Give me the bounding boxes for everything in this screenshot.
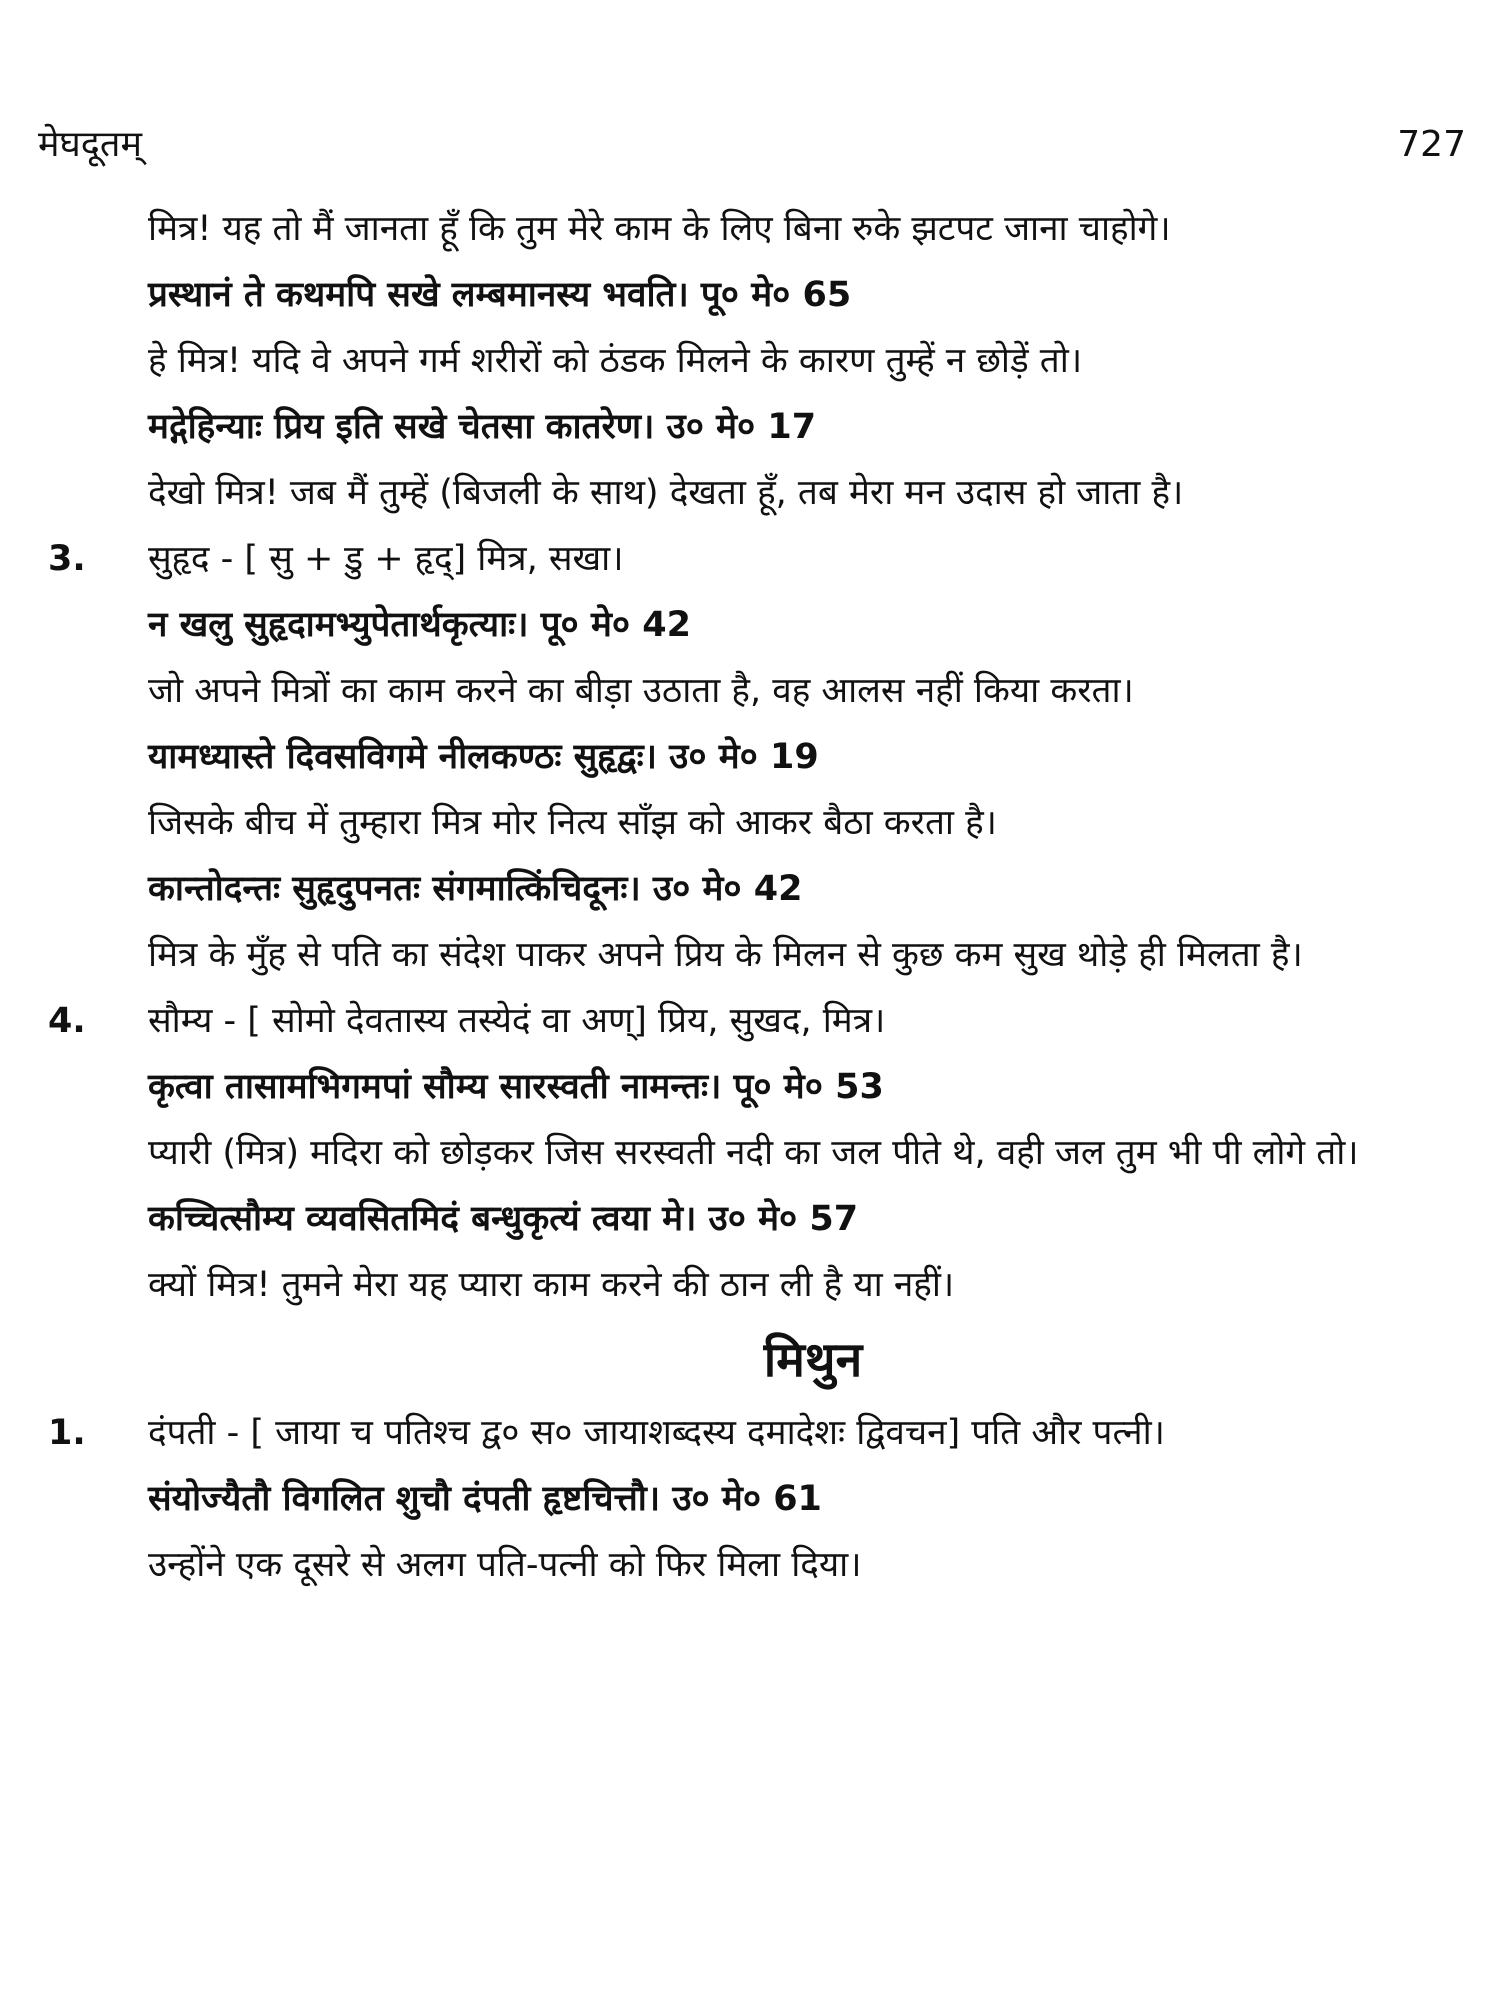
translation-text: जो अपने मित्रों का काम करने का बीड़ा उठाता है, वह आलस नहीं किया करता। bbox=[148, 671, 1134, 711]
sanskrit-quote: कच्चित्सौम्य व्यवसितमिदं बन्धुकृत्यं त्वया मे। उ० मे० 57 bbox=[148, 1199, 859, 1239]
translation-text: मित्र! यह तो मैं जानता हूँ कि तुम मेरे काम के लिए बिना रुके झटपट जाना चाहोगे। bbox=[148, 209, 1171, 249]
sanskrit-quote: यामध्यास्ते दिवसविगमे नीलकण्ठः सुहृद्वः। उ० मे० 19 bbox=[148, 737, 819, 777]
page-header bbox=[38, 118, 1466, 167]
sanskrit-quote: कान्तोदन्तः सुहृदुपनतः संगमात्किंचिदूनः। उ० मे० 42 bbox=[148, 869, 803, 909]
running-title: मेघदूतम् bbox=[38, 124, 142, 165]
numbered-entry bbox=[48, 988, 1478, 1054]
entry-text: सौम्य - [ सोमो देवतास्य तस्येदं वा अण्] प्रिय, सुखद, मित्र। bbox=[148, 1001, 886, 1041]
translation-text: उन्होंने एक दूसरे से अलग पति-पत्नी को फिर मिला दिया। bbox=[148, 1545, 862, 1585]
translation-text: जिसके बीच में तुम्हारा मित्र मोर नित्य साँझ को आकर बैठा करता है। bbox=[148, 803, 997, 843]
sanskrit-quote: मद्गेहिन्याः प्रिय इति सखे चेतसा कातरेण। उ० मे० 17 bbox=[148, 407, 817, 447]
translation-text: हे मित्र! यदि वे अपने गर्म शरीरों को ठंडक मिलने के कारण तुम्हें न छोड़ें तो। bbox=[148, 341, 1083, 381]
entry-number: 4. bbox=[48, 1001, 86, 1041]
numbered-entry bbox=[48, 526, 1478, 592]
entry-number: 1. bbox=[48, 1413, 86, 1453]
sanskrit-quote: संयोज्यैतौ विगलित शुचौ दंपती हृष्टचित्तौ। उ० मे० 61 bbox=[148, 1479, 822, 1519]
entry-number: 3. bbox=[48, 539, 86, 579]
entry-text: दंपती - [ जाया च पतिश्च द्व० स० जायाशब्दस्य दमादेशः द्विवचन] पति और पत्नी। bbox=[148, 1413, 1165, 1453]
entry-text: सुहृद - [ सु + डु + हृद्] मित्र, सखा। bbox=[148, 539, 624, 579]
translation-text: प्यारी (मित्र) मदिरा को छोड़कर जिस सरस्वती नदी का जल पीते थे, वही जल तुम भी पी लोगे तो। bbox=[148, 1133, 1359, 1173]
page-number: 727 bbox=[1397, 124, 1466, 165]
translation-text: मित्र के मुँह से पति का संदेश पाकर अपने प्रिय के मिलन से कुछ कम सुख थोड़े ही मिलता है। bbox=[148, 935, 1303, 975]
page-content bbox=[48, 196, 1478, 1598]
numbered-entry bbox=[48, 1400, 1478, 1466]
sanskrit-quote: कृत्वा तासामभिगमपां सौम्य सारस्वती नामन्तः। पू० मे० 53 bbox=[148, 1067, 884, 1107]
sanskrit-quote: प्रस्थानं ते कथमपि सखे लम्बमानस्य भवति। पू० मे० 65 bbox=[148, 275, 852, 315]
translation-text: क्यों मित्र! तुमने मेरा यह प्यारा काम करने की ठान ली है या नहीं। bbox=[148, 1265, 955, 1305]
section-heading: मिथुन bbox=[763, 1332, 863, 1388]
sanskrit-quote: न खलु सुहृदामभ्युपेतार्थकृत्याः। पू० मे० 42 bbox=[148, 605, 691, 645]
translation-text: देखो मित्र! जब मैं तुम्हें (बिजली के साथ) देखता हूँ, तब मेरा मन उदास हो जाता है। bbox=[148, 473, 1184, 513]
